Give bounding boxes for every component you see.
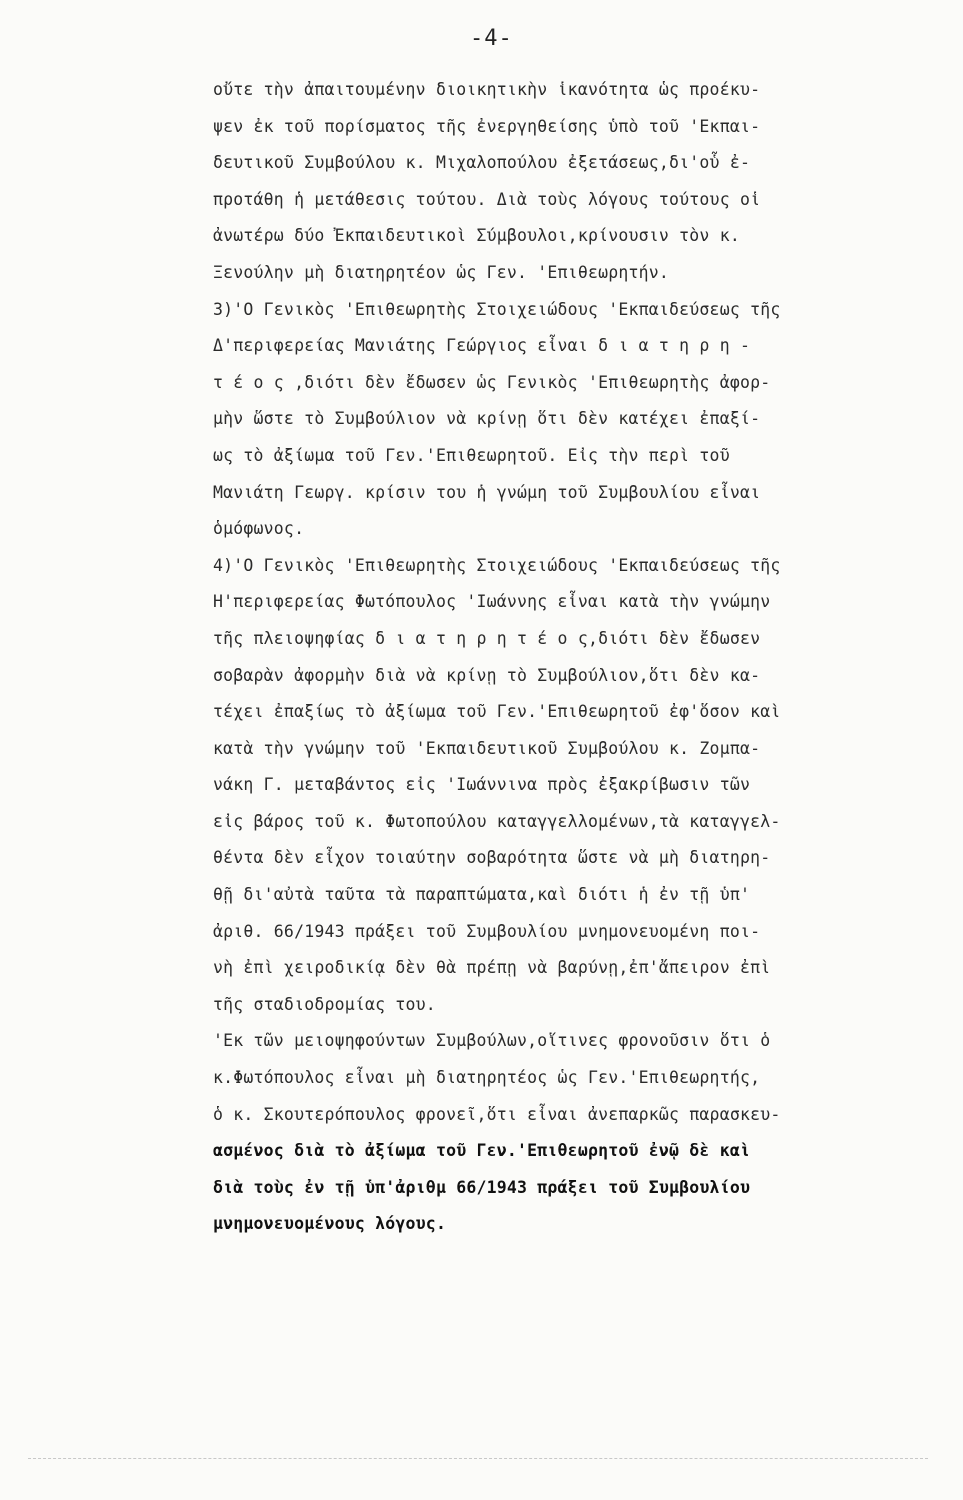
text-line: ὁ κ. Σκουτερόπουλος φρονεῖ,ὅτι εἶναι ἀνεπαρκῶς παρασκευ-: [213, 1104, 781, 1124]
text-line: νὴ ἐπὶ χειροδικίᾳ δὲν θὰ πρέπῃ νὰ βαρύνῃ,ἐπ'ἄπειρον ἐπὶ: [213, 958, 771, 978]
text-line: δευτικοῦ Συμβούλου κ. Μιχαλοπούλου ἐξετάσεως,δι'οὗ ἐ-: [213, 153, 751, 173]
text-line: εἰς βάρος τοῦ κ. Φωτοπούλου καταγγελλομένων,τὰ καταγγελ-: [213, 811, 781, 831]
text-line: οὔτε τὴν ἀπαιτουμένην διοικητικὴν ἱκανότητα ὡς προέκυ-: [213, 80, 761, 99]
text-line: κατὰ τὴν γνώμην τοῦ 'Εκπαιδευτικοῦ Συμβούλου κ. Ζομπα-: [213, 738, 761, 758]
text-line: σοβαρὰν ἀφορμὴν διὰ νὰ κρίνῃ τὸ Συμβούλιον,ὅτι δὲν κα-: [213, 665, 761, 685]
text-line: τ έ ο ς ,διότι δὲν ἔδωσεν ὡς Γενικὸς 'Επιθεωρητὴς ἀφορ-: [213, 372, 771, 392]
page-number: -4-: [470, 26, 513, 51]
text-line: θῇ δι'αὐτὰ ταῦτα τὰ παραπτώματα,καὶ διότι ἡ ἐν τῇ ὑπ': [213, 885, 751, 905]
text-line: Δ'περιφερείας Μανιάτης Γεώργιος εἶναι δ ι α τ η ρ η -: [213, 336, 751, 356]
text-line: ὁμόφωνος.: [213, 519, 305, 539]
divider: [28, 1458, 928, 1459]
text-line: μνημονευομένους λόγους.: [213, 1214, 447, 1234]
text-line: τῆς σταδιοδρομίας του.: [213, 994, 436, 1014]
document-body: [213, 72, 958, 1243]
text-line: τέχει ἐπαξίως τὸ ἀξίωμα τοῦ Γεν.'Επιθεωρητοῦ ἐφ'ὅσον καὶ: [213, 702, 781, 722]
text-line: νάκη Γ. μεταβάντος εἰς 'Ιωάννινα πρὸς ἐξακρίβωσιν τῶν: [213, 775, 751, 795]
text-line: 'Εκ τῶν μειοψηφούντων Συμβούλων,οἵτινες φρονοῦσιν ὅτι ὁ: [213, 1031, 771, 1051]
text-line: τῆς πλειοψηφίας δ ι α τ η ρ η τ έ ο ς,διότι δὲν ἔδωσεν: [213, 628, 761, 648]
text-line: ασμένος διὰ τὸ ἀξίωμα τοῦ Γεν.'Επιθεωρητοῦ ἐνῷ δὲ καὶ: [213, 1141, 751, 1161]
text-line: Μανιάτη Γεωργ. κρίσιν του ἡ γνώμη τοῦ Συμβουλίου εἶναι: [213, 482, 761, 502]
text-line: μὴν ὥστε τὸ Συμβούλιον νὰ κρίνῃ ὅτι δὲν κατέχει ἐπαξί-: [213, 409, 761, 429]
text-line: ως τὸ ἀξίωμα τοῦ Γεν.'Επιθεωρητοῦ. Εἰς τὴν περὶ τοῦ: [213, 445, 730, 465]
text-line: 4)'Ο Γενικὸς 'Επιθεωρητὴς Στοιχειώδους 'Εκπαιδεύσεως τῆς: [213, 555, 781, 575]
text-line: Ξενούλην μὴ διατηρητέον ὡς Γεν. 'Επιθεωρητήν.: [213, 262, 670, 282]
text-line: ἀνωτέρω δύο Ἐκπαιδευτικοὶ Σύμβουλοι,κρίνουσιν τὸν κ.: [213, 226, 740, 246]
text-line: 3)'Ο Γενικὸς 'Επιθεωρητὴς Στοιχειώδους 'Εκπαιδεύσεως τῆς: [213, 299, 781, 319]
text-line: Η'περιφερείας Φωτόπουλος 'Ιωάννης εἶναι κατὰ τὴν γνώμην: [213, 592, 771, 612]
text-line: διὰ τοὺς ἐν τῇ ὑπ'ἀριθμ 66/1943 πράξει τοῦ Συμβουλίου: [213, 1177, 751, 1197]
text-line: ἀριθ. 66/1943 πράξει τοῦ Συμβουλίου μνημονευομένη ποι-: [213, 921, 761, 941]
text-line: ψεν ἐκ τοῦ πορίσματος τῆς ἐνεργηθείσης ὑπὸ τοῦ 'Εκπαι-: [213, 116, 761, 136]
text-line: κ.Φωτόπουλος εἶναι μὴ διατηρητέος ὡς Γεν.'Επιθεωρητής,: [213, 1068, 761, 1088]
text-line: θέντα δὲν εἶχον τοιαύτην σοβαρότητα ὥστε νὰ μὴ διατηρη-: [213, 848, 771, 868]
text-line: προτάθη ἡ μετάθεσις τούτου. Διὰ τοὺς λόγους τούτους οἱ: [213, 189, 761, 209]
